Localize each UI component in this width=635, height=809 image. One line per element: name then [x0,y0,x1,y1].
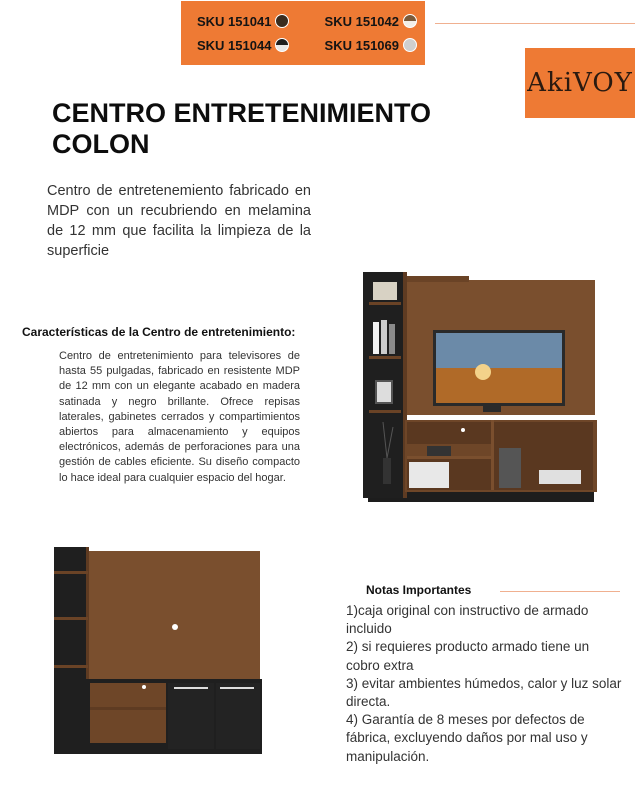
features-description: Centro de entretenimiento para televisores de hasta 55 pulgadas, fabricado en resistente MDP de 12 mm con un elegante acabado en madera satinada y negro brillante. Ofrece repisas laterales, gabinetes cerrados y compartimientos abiertos para almacenamiento y equipos electrónicos, además de perforaciones para una gestión de cables eficiente. Su diseño compacto lo hace ideal para cualquier espacio del hogar. [59,350,300,484]
note-item: 4) Garantía de 8 meses por defectos de fábrica, excluyendo daños por mal uso y manipulación. [346,712,588,764]
color-swatch-icon [275,14,289,28]
color-swatch-icon [403,38,417,52]
page-title: CENTRO ENTRETENIMIENTO COLON [52,98,432,159]
notes-heading: Notas Importantes [366,583,472,597]
sku-item: SKU 151044 [197,38,289,53]
notes-list [346,602,626,766]
product-image-front [54,547,262,754]
note-item: 1)caja original con instructivo de armado incluido [346,603,589,637]
sku-item: SKU 151041 [197,14,289,29]
intro-description: Centro de entretenemiento fabricado en MDP con un recubriendo en melamina de 12 mm que facilita la limpieza de la superficie [47,183,311,259]
sku-item: SKU 151069 [325,38,417,53]
color-swatch-icon [403,14,417,28]
sku-item: SKU 151042 [325,14,417,29]
brand-logo: AkiVOY [525,48,635,118]
color-swatch-icon [275,38,289,52]
note-item: 2) si requieres producto armado tiene un cobro extra [346,639,590,673]
product-image-with-tv [363,272,599,504]
sku-box [181,1,425,65]
divider [435,23,635,24]
divider [500,591,620,592]
note-item: 3) evitar ambientes húmedos, calor y luz solar directa. [346,675,622,710]
features-heading: Características de la Centro de entretenimiento: [22,325,296,339]
